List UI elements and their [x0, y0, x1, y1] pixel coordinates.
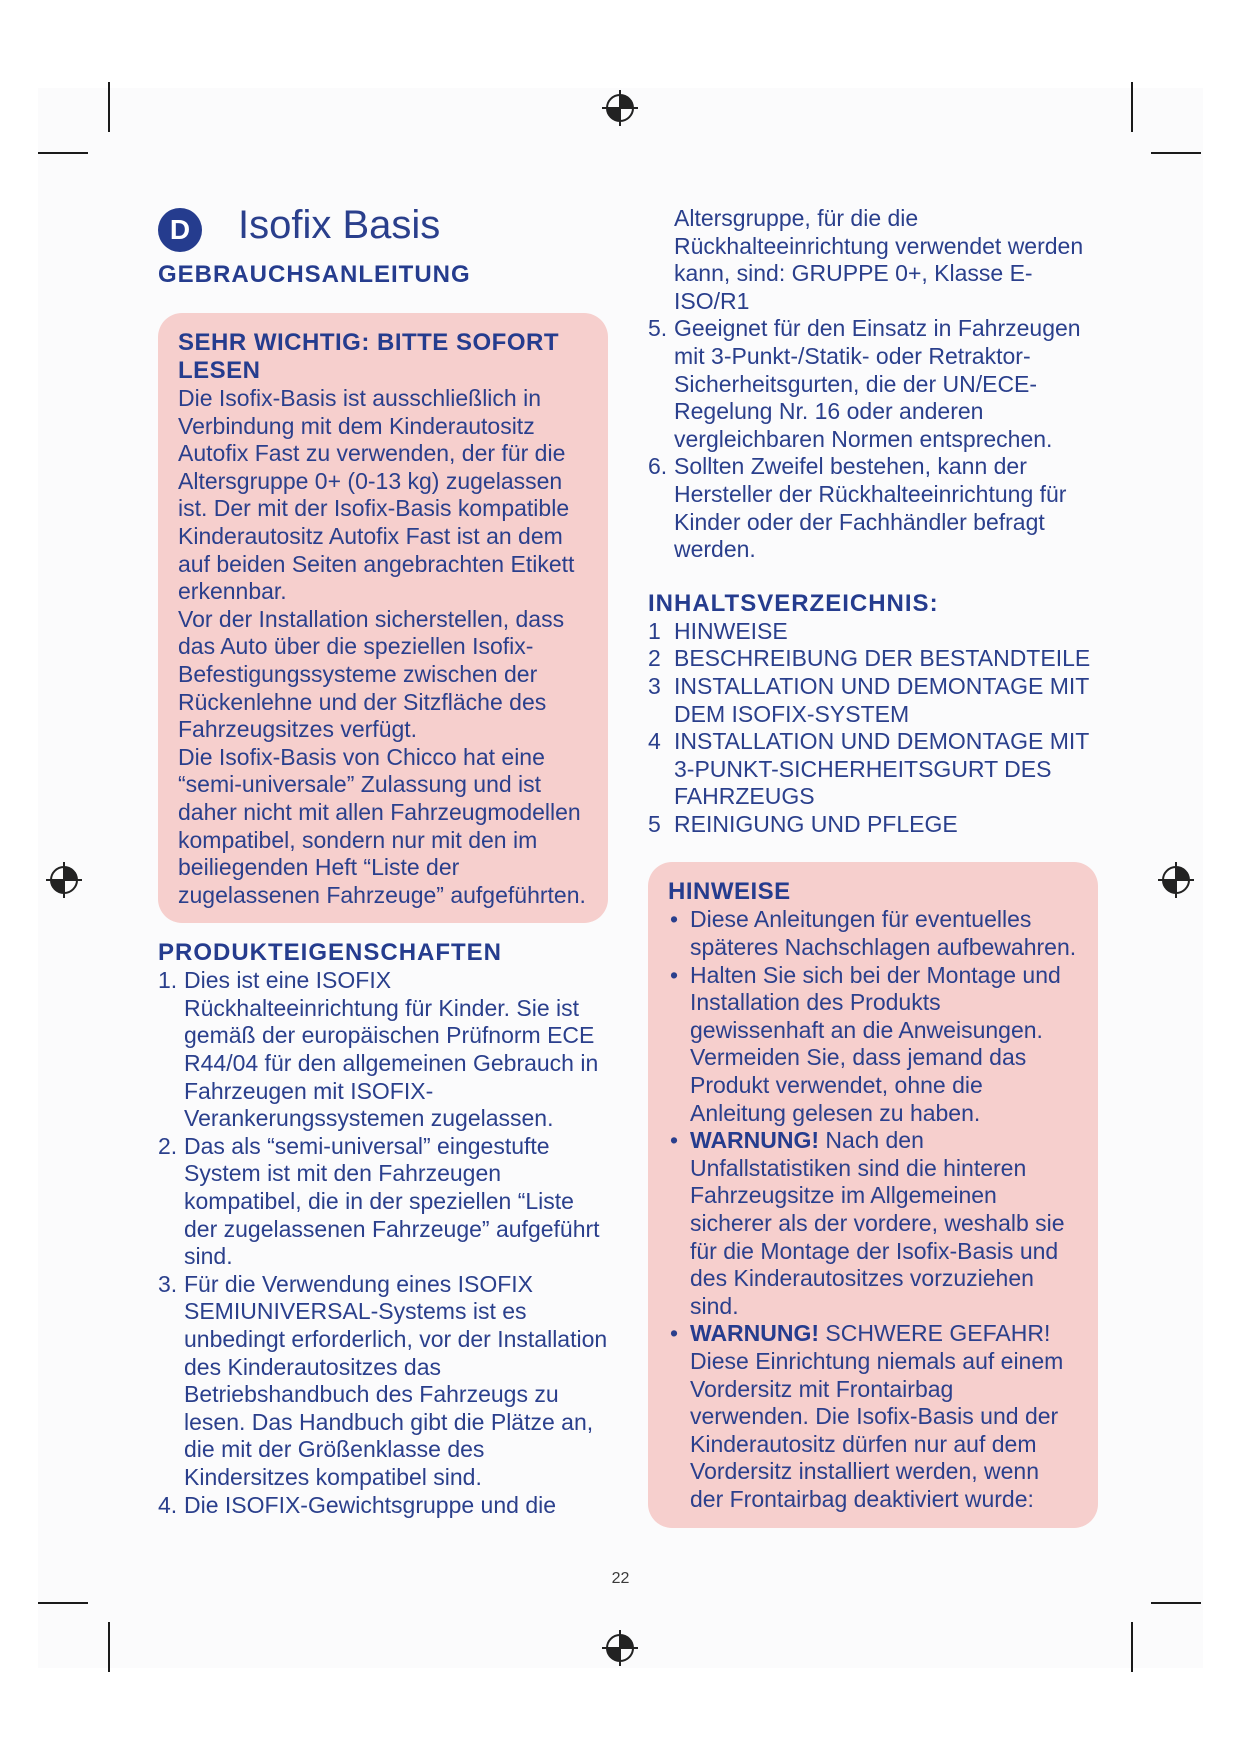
product-list-continued [648, 315, 1098, 563]
list-item: • Halten Sie sich bei der Montage und Installation des Produkts gewissenhaft an die Anweisungen. Vermeiden Sie, dass jemand das Produkt verwendet, ohne die Anleitung gelesen zu haben. [670, 961, 1061, 1126]
important-paragraph: Vor der Installation sicherstellen, dass das Auto über die speziellen Isofix-Befestigungssysteme zwischen der Rückenlehne und der Sitzfläche des Fahrzeugsitzes verfügt. [178, 605, 565, 743]
list-item: 6. Sollten Zweifel bestehen, kann der Hersteller der Rückhalteeinrichtung für Kinder oder der Fachhändler befragt werden. [648, 453, 1067, 563]
important-paragraph: Die Isofix-Basis ist ausschließlich in Verbindung mit dem Kinderautositz Autofix Fast zu verwenden, der für die Altersgruppe 0+ (0-13 kg) zugelassen ist. Der mit der Isofix-Basis kompatible Kinderautositz Autofix Fast ist an dem auf beiden Seiten angebrachten Etikett erkennbar. [178, 385, 575, 605]
crop-mark [1151, 152, 1201, 154]
crop-mark [38, 152, 88, 154]
toc-item: 3 INSTALLATION UND DEMONTAGE MIT DEM ISOFIX-SYSTEM [648, 672, 1089, 727]
toc-list [648, 618, 1098, 839]
warning-label: WARNUNG! [690, 1320, 820, 1347]
page-number: 22 [611, 1570, 630, 1587]
continued-text: Altersgruppe, für die die Rückhalteeinrichtung verwendet werden kann, sind: GRUPPE 0+, Klasse E- ISO/R1 [674, 205, 1084, 314]
gebrauch-heading: GEBRAUCHSANLEITUNG [158, 261, 471, 288]
important-heading: SEHR WICHTIG: BITTE SOFORT LESEN [178, 329, 559, 384]
hinweise-list [668, 906, 1078, 1513]
crop-mark [1131, 1622, 1133, 1672]
product-heading: PRODUKTEIGENSCHAFTEN [158, 939, 503, 967]
list-item: 3. Für die Verwendung eines ISOFIX SEMIUNIVERSAL-Systems ist es unbedingt erforderlich, vor der Installation des Kinderautositzes das Betriebshandbuch des Fahrzeugs zu lesen. Das Handbuch gibt die Plätze an, die mit der Größenklasse des Kindersitzes kompatibel sind. [158, 1270, 608, 1490]
registration-mark-icon [1156, 860, 1196, 900]
left-column [158, 195, 608, 1519]
hinweise-box [648, 862, 1098, 1527]
list-item: • Diese Anleitungen für eventuelles späteres Nachschlagen aufbewahren. [670, 906, 1077, 961]
toc-heading: INHALTSVERZEICHNIS: [648, 589, 939, 617]
crop-mark [38, 1602, 88, 1604]
important-notice-box [158, 313, 608, 923]
list-item: • WARNUNG! SCHWERE GEFAHR! Diese Einrichtung niemals auf einem Vordersitz mit Frontairbag verwenden. Die Isofix-Basis und der Kinderautositz dürfen nur auf dem Vordersitz installiert werden, wenn der Frontairbag deaktiviert wurde: [670, 1320, 1064, 1512]
right-column [648, 205, 1098, 1528]
important-paragraph: Die Isofix-Basis von Chicco hat eine “semi-universale” Zulassung und ist daher nicht mit allen Fahrzeugmodellen kompatibel, sondern nur mit den im beiliegenden Heft “Liste der zugelassenen Fahrzeuge” aufgeführten. [178, 743, 586, 908]
toc-item: 1 HINWEISE [648, 617, 788, 644]
crop-mark [108, 1622, 110, 1672]
registration-mark-icon [44, 860, 84, 900]
page-title: Isofix Basis [238, 202, 441, 247]
hinweise-heading: HINWEISE [668, 878, 791, 906]
warning-label: WARNUNG! [690, 1127, 820, 1154]
toc-item: 5 REINIGUNG UND PFLEGE [648, 810, 958, 837]
language-badge: D [158, 208, 202, 252]
crop-mark [1151, 1602, 1201, 1604]
list-item: • WARNUNG! Nach den Unfallstatistiken sind die hinteren Fahrzeugsitze im Allgemeinen sicherer als der vordere, weshalb sie für die Montage der Isofix-Basis und des Kinderautositzes vorzuziehen sind. [670, 1127, 1065, 1319]
registration-mark-icon [600, 1628, 640, 1668]
crop-mark [1131, 82, 1133, 132]
title-row [158, 195, 608, 255]
list-item: 5. Geeignet für den Einsatz in Fahrzeugen mit 3-Punkt-/Statik- oder Retraktor-Sicherheitsgurten, die der UN/ECE-Regelung Nr. 16 oder anderen vergleichbaren Normen entsprechen. [648, 315, 1081, 452]
list-item: 4. Die ISOFIX-Gewichtsgruppe und die [158, 1491, 557, 1518]
toc-item: 4 INSTALLATION UND DEMONTAGE MIT 3-PUNKT-SICHERHEITSGURT DES FAHRZEUGS [648, 728, 1089, 810]
list-item: 1. Dies ist eine ISOFIX Rückhalteeinrichtung für Kinder. Sie ist gemäß der europäischen Prüfnorm ECE R44/04 für den allgemeinen Gebrauch in Fahrzeugen mit ISOFIX-Verankerungssystemen zugelassen. [158, 967, 599, 1132]
registration-mark-icon [600, 88, 640, 128]
list-item: 2. Das als “semi-universal” eingestufte System ist mit den Fahrzeugen kompatibel, die in der speziellen “Liste der zugelassenen Fahrzeuge” aufgeführt sind. [158, 1132, 600, 1270]
product-list [158, 967, 608, 1519]
toc-item: 2 BESCHREIBUNG DER BESTANDTEILE [648, 645, 1091, 672]
crop-mark [108, 82, 110, 132]
